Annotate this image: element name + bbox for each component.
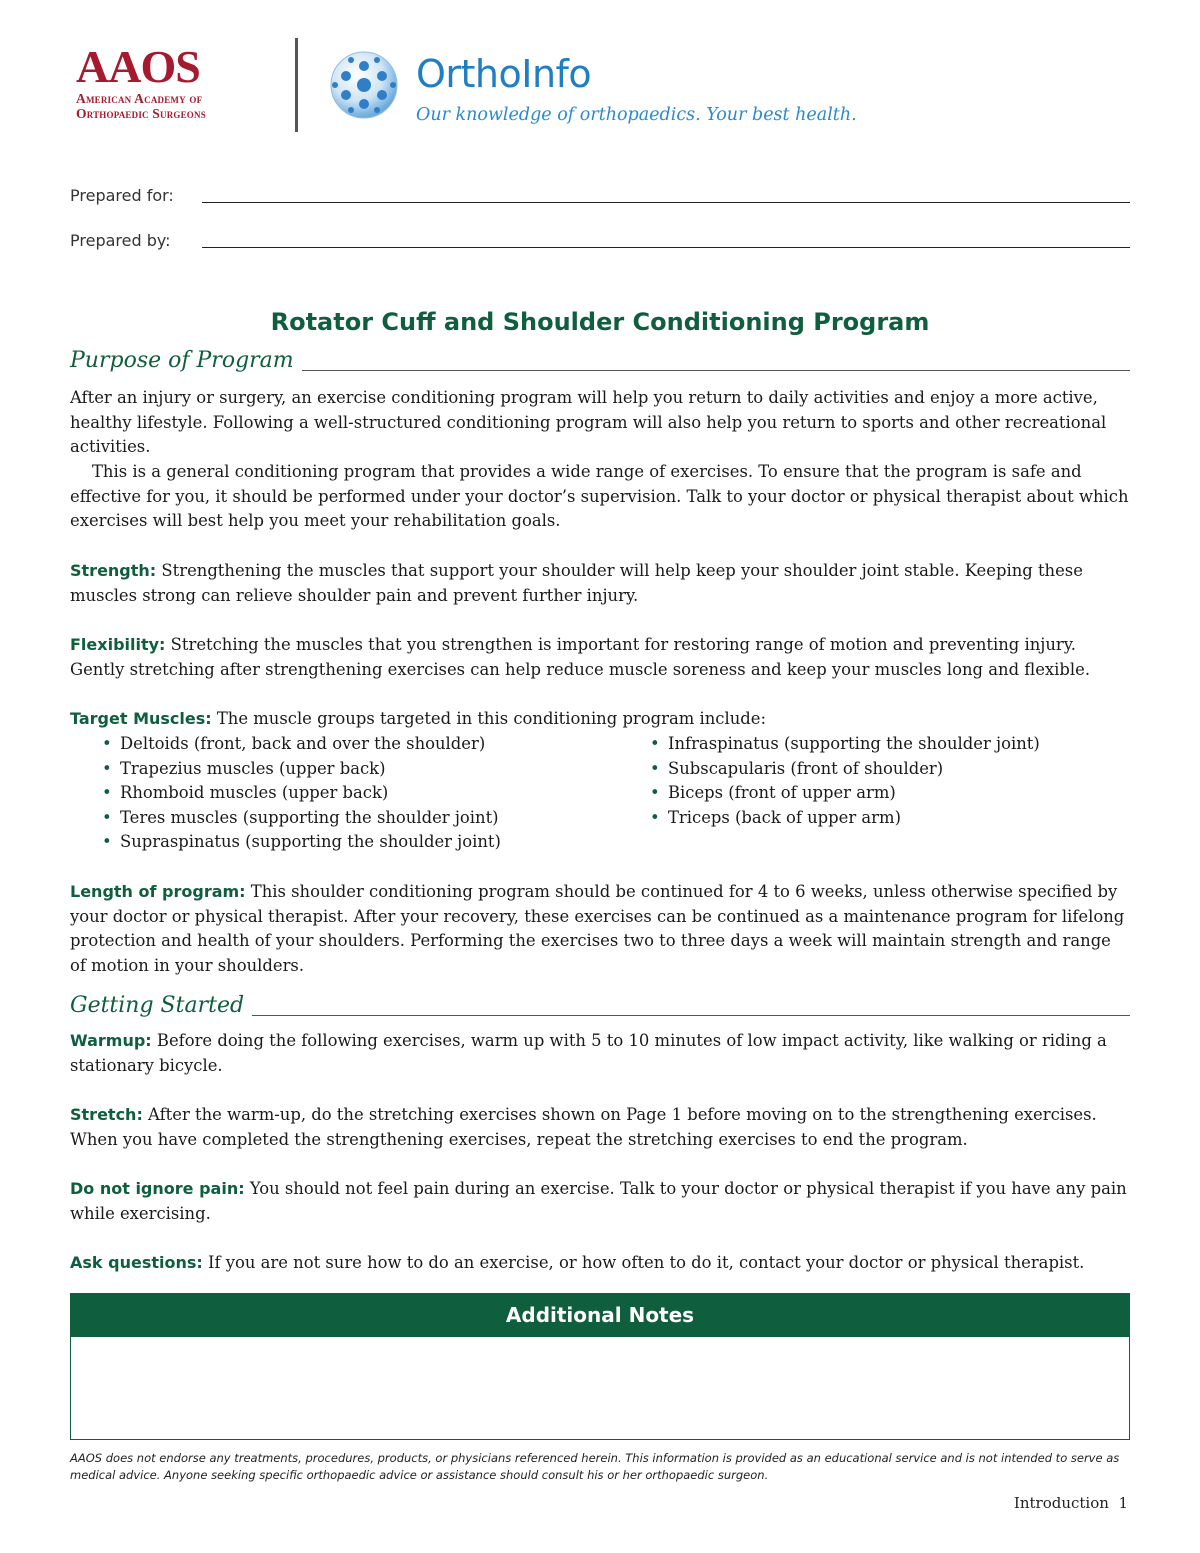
- flexibility-label: Flexibility:: [70, 635, 166, 654]
- page-number: 1: [1118, 1494, 1128, 1512]
- prepared-for-label: Prepared for:: [70, 186, 174, 205]
- additional-notes-box[interactable]: [70, 1293, 1130, 1440]
- ask-label: Ask questions:: [70, 1253, 203, 1272]
- purpose-heading: [70, 346, 1130, 376]
- purpose-paragraph-2: This is a general conditioning program that provides a wide range of exercises. To ensure that the program is safe and effective for you, it should be performed under your doctor’s supervision. Talk to your doctor or physical therapist about which exercises will best help you meet your rehabilitation goals.: [70, 462, 1129, 531]
- target-muscles-label: Target Muscles:: [70, 709, 212, 728]
- footer-section: Introduction: [1013, 1494, 1109, 1512]
- strength-label: Strength:: [70, 561, 157, 580]
- aaos-logo: [76, 41, 276, 121]
- strength-text: Strengthening the muscles that support your shoulder will help keep your shoulder joint stable. Keeping these muscles strong can relieve shoulder pain and prevent further injury.: [70, 561, 1083, 605]
- list-item: • Infraspinatus (supporting the shoulder joint): [646, 732, 1040, 757]
- list-item: • Subscapularis (front of shoulder): [646, 757, 1040, 782]
- prepared-by-label: Prepared by:: [70, 231, 171, 250]
- list-item: • Biceps (front of upper arm): [646, 781, 1040, 806]
- prepared-by-line[interactable]: [202, 247, 1130, 248]
- flexibility-paragraph: [70, 633, 1132, 682]
- stretch-label: Stretch:: [70, 1105, 143, 1124]
- list-item: • Triceps (back of upper arm): [646, 806, 1040, 831]
- aaos-mark: AAOS: [76, 41, 200, 92]
- list-item: • Deltoids (front, back and over the shoulder): [98, 732, 501, 757]
- page-footer: [1014, 1494, 1128, 1512]
- target-muscles-text: The muscle groups targeted in this conditioning program include:: [211, 709, 766, 728]
- length-paragraph: [70, 880, 1132, 978]
- page-header: [76, 38, 1136, 138]
- muscles-list-left: [98, 732, 501, 855]
- muscles-list-right: [646, 732, 1040, 830]
- list-item: • Supraspinatus (supporting the shoulder joint): [98, 830, 501, 855]
- purpose-heading-text: Purpose of Program: [70, 346, 302, 376]
- getting-started-heading-text: Getting Started: [70, 991, 252, 1021]
- pain-label: Do not ignore pain:: [70, 1179, 245, 1198]
- list-item: • Rhomboid muscles (upper back): [98, 781, 501, 806]
- ask-text: If you are not sure how to do an exercise, or how often to do it, contact your doctor or physical therapist.: [202, 1253, 1085, 1272]
- flexibility-text: Stretching the muscles that you strengthen is important for restoring range of motion and preventing injury. Gently stretching after strengthening exercises can help reduce muscle soreness and keep your muscles long and flexible.: [70, 635, 1091, 679]
- length-text: This shoulder conditioning program should be continued for 4 to 6 weeks, unless otherwise specified by your doctor or physical therapist. After your recovery, these exercises can be continued as a maintenance program for lifelong protection and health of your shoulders. Performing the exercises two to three days a week will maintain strength and range of motion in your shoulders.: [70, 882, 1125, 975]
- header-divider: [295, 38, 298, 132]
- pain-text: You should not feel pain during an exercise. Talk to your doctor or physical therapist if you have any pain while exercising.: [70, 1179, 1127, 1223]
- aaos-name-line2: Orthopaedic Surgeons: [76, 106, 206, 121]
- additional-notes-heading: Additional Notes: [71, 1294, 1129, 1337]
- prepared-for-field[interactable]: [70, 184, 1130, 208]
- aaos-name-line1: American Academy of: [76, 91, 203, 106]
- stretch-paragraph: [70, 1103, 1132, 1152]
- list-item: • Teres muscles (supporting the shoulder joint): [98, 806, 501, 831]
- warmup-label: Warmup:: [70, 1031, 152, 1050]
- ask-paragraph: [70, 1251, 1132, 1276]
- prepared-for-line[interactable]: [202, 202, 1130, 203]
- getting-started-heading: [70, 991, 1130, 1021]
- disclaimer: AAOS does not endorse any treatments, procedures, products, or physicians referenced herein. This information is provided as an educational service and is not intended to serve as medical advice. Anyone seeking specific orthopaedic advice or assistance should consult his or her orthopaedic surgeon.: [70, 1451, 1120, 1482]
- length-label: Length of program:: [70, 882, 246, 901]
- warmup-paragraph: [70, 1029, 1132, 1078]
- strength-paragraph: [70, 559, 1132, 608]
- orthoinfo-title: OrthoInfo: [416, 52, 592, 96]
- prepared-by-field[interactable]: [70, 229, 1130, 253]
- page-title: Rotator Cuff and Shoulder Conditioning Program: [270, 308, 930, 336]
- warmup-text: Before doing the following exercises, warm up with 5 to 10 minutes of low impact activity, like walking or riding a stationary bicycle.: [70, 1031, 1107, 1075]
- purpose-paragraph-1: After an injury or surgery, an exercise conditioning program will help you return to daily activities and enjoy a more active, healthy lifestyle. Following a well-structured conditioning program will also help you return to sports and other recreational activities.: [70, 388, 1107, 457]
- pain-paragraph: [70, 1177, 1132, 1226]
- orthoinfo-sphere-icon: [329, 50, 399, 120]
- target-muscles-paragraph: [70, 707, 1132, 732]
- stretch-text: After the warm-up, do the stretching exercises shown on Page 1 before moving on to the strengthening exercises. When you have completed the strengthening exercises, repeat the stretching exercises to end the program.: [70, 1105, 1097, 1149]
- list-item: • Trapezius muscles (upper back): [98, 757, 501, 782]
- orthoinfo-tagline: Our knowledge of orthopaedics. Your best health.: [416, 105, 857, 125]
